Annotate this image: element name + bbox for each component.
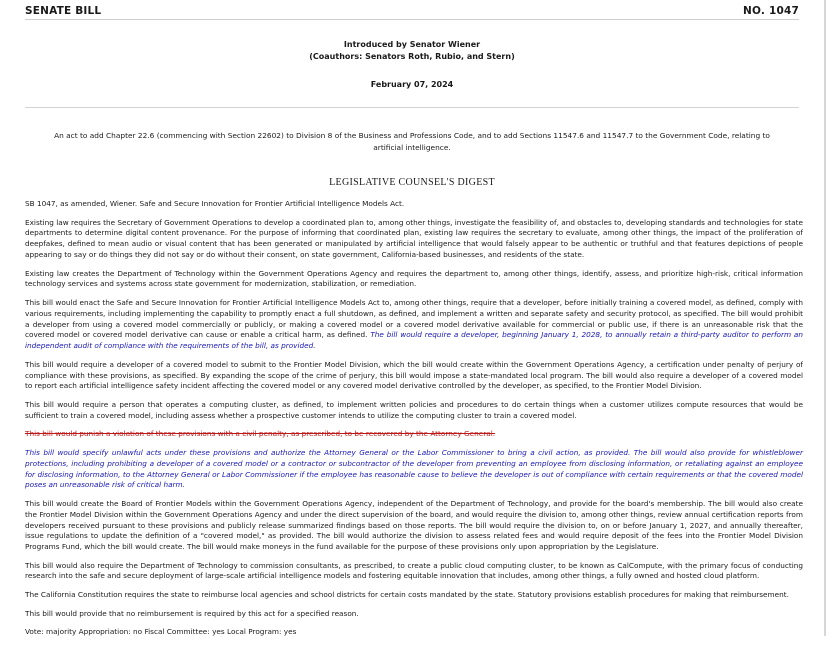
digest-paragraph: The California Constitution requires the state to reimburse local agencies and school districts for certain costs mandated by the state. Statutory provisions establish procedures for making that reimbursement. xyxy=(25,590,789,600)
vote-line: Vote: majority Appropriation: no Fiscal Committee: yes Local Program: yes xyxy=(25,627,297,637)
digest-paragraph: Existing law creates the Department of Technology within the Government Operations Agency and requires the department to, among other things, identify, assess, and prioritize high-risk, critical information technology services and systems across state government for modernization, stabilization, or remediation. xyxy=(25,268,803,289)
bill-header-bar xyxy=(25,5,799,20)
coauthors: (Coauthors: Senators Roth, Rubio, and Stern) xyxy=(309,52,515,61)
inserted-text: This bill would specify unlawful acts under these provisions and authorize the Attorney General or the Labor Commissioner to bring a civil action, as provided. The bill would also provide for whistleblower protections, including prohibiting a developer of a covered model or a contractor or subcontractor of the developer from preventing an employee from disclosing information, or retaliating against an employee for disclosing information, to the Attorney General or Labor Commissioner if the employee has reasonable cause to believe the developer is out of compliance with certain requirements or that the covered model poses an unreasonable risk of critical harm. xyxy=(25,447,803,490)
bill-number: NO. 1047 xyxy=(743,5,799,17)
digest-heading: LEGISLATIVE COUNSEL'S DIGEST xyxy=(329,177,495,188)
inserted-text: The bill would require a developer, beginning January 1, 2028, to annually retain a third-party auditor to perform an independent audit of compliance with the requirements of the bill, as provided. xyxy=(25,330,803,351)
divider xyxy=(25,107,799,108)
act-title: An act to add Chapter 22.6 (commencing with Section 22602) to Division 8 of the Business and Professions Code, and to add Sections 11547.6 and 11547.7 to the Government Code, relating to artificial intelligence. xyxy=(54,131,770,152)
digest-summary: SB 1047, as amended, Wiener. Safe and Secure Innovation for Frontier Artificial Intelligence Models Act. xyxy=(25,199,405,208)
digest-paragraph: This bill would require a developer of a covered model to submit to the Frontier Model Division, which the bill would create within the Government Operations Agency, a certification under penalty of perjury of compliance with these provisions, as specified. By expanding the scope of the crime of perjury, this bill would impose a state-mandated local program. The bill would also require a developer of a covered model to report each artificial intelligence safety incident affecting the covered model or any covered model derivative controlled by the developer, as specified, to the Frontier Model Division. xyxy=(25,359,803,391)
digest-paragraph xyxy=(25,298,803,352)
digest-paragraph: This bill would also require the Department of Technology to commission consultants, as prescribed, to create a public cloud computing cluster, to be known as CalCompute, with the primary focus of conducting research into the safe and secure deployment of large-scale artificial intelligence models and fostering equitable innovation that includes, among other things, a fully owned and hosted cloud platform. xyxy=(25,560,803,581)
paragraph-text: This bill would enact the Safe and Secure Innovation for Frontier Artificial Intelligence Models Act to, among other things, require that a developer, before initially training a covered model, as defined, comply with various requirements, including implementing the capability to promptly enact a full shutdown, as defined, and implement a written and separate safety and security protocol, as specified. The bill would prohibit a developer from using a covered model commercially or publicly, or making a covered model or a covered model derivative available for commercial or public use, if there is an unreasonable risk that the covered model or covered model derivative can cause or enable a critical harm, as defined. xyxy=(25,297,803,340)
digest-paragraph: This bill would create the Board of Frontier Models within the Government Operations Agency, independent of the Department of Technology, and provide for the board's membership. The bill would also create the Frontier Model Division within the Government Operations Agency and under the direct supervision of the board, and would require the division to, among other things, review annual certification reports from developers received pursuant to these provisions and publicly release summarized findings based on those reports. The bill would require the division to, on or before January 1, 2027, and annually thereafter, issue regulations to update the definition of a "covered model," as provided. The bill would authorize the division to assess related fees and would require deposit of the fees into the Frontier Model Division Programs Fund, which the bill would create. The bill would make moneys in the fund available for the purpose of these provisions only upon appropriation by the Legislature. xyxy=(25,498,803,552)
bill-date: February 07, 2024 xyxy=(370,80,454,89)
introduced-by: Introduced by Senator Wiener xyxy=(343,40,481,49)
bill-type: SENATE BILL xyxy=(25,5,102,17)
digest-paragraph: This bill would provide that no reimbursement is required by this act for a specified reason. xyxy=(25,608,359,618)
deleted-text: This bill would punish a violation of these provisions with a civil penalty, as prescribed, to be recovered by the Attorney General. xyxy=(25,429,496,439)
digest-paragraph: Existing law requires the Secretary of Government Operations to develop a coordinated plan to, among other things, investigate the feasibility of, and obstacles to, developing standards and technologies for state departments to determine digital content provenance. For the purpose of informing that coordinated plan, existing law requires the secretary to evaluate, among other things, the impact of the proliferation of deepfakes, defined to mean audio or visual content that has been generated or manipulated by artificial intelligence that would falsely appear to be authentic or truthful and that features depictions of people appearing to say or do things they did not say or do without their consent, on state government, California-based businesses, and residents of the state. xyxy=(25,217,803,259)
digest-paragraph: This bill would require a person that operates a computing cluster, as defined, to implement written policies and procedures to do certain things when a customer utilizes compute resources that would be sufficient to train a covered model, including assess whether a prospective customer intends to utilize the computing cluster to train a covered model. xyxy=(25,399,803,420)
digest-body xyxy=(25,199,803,646)
